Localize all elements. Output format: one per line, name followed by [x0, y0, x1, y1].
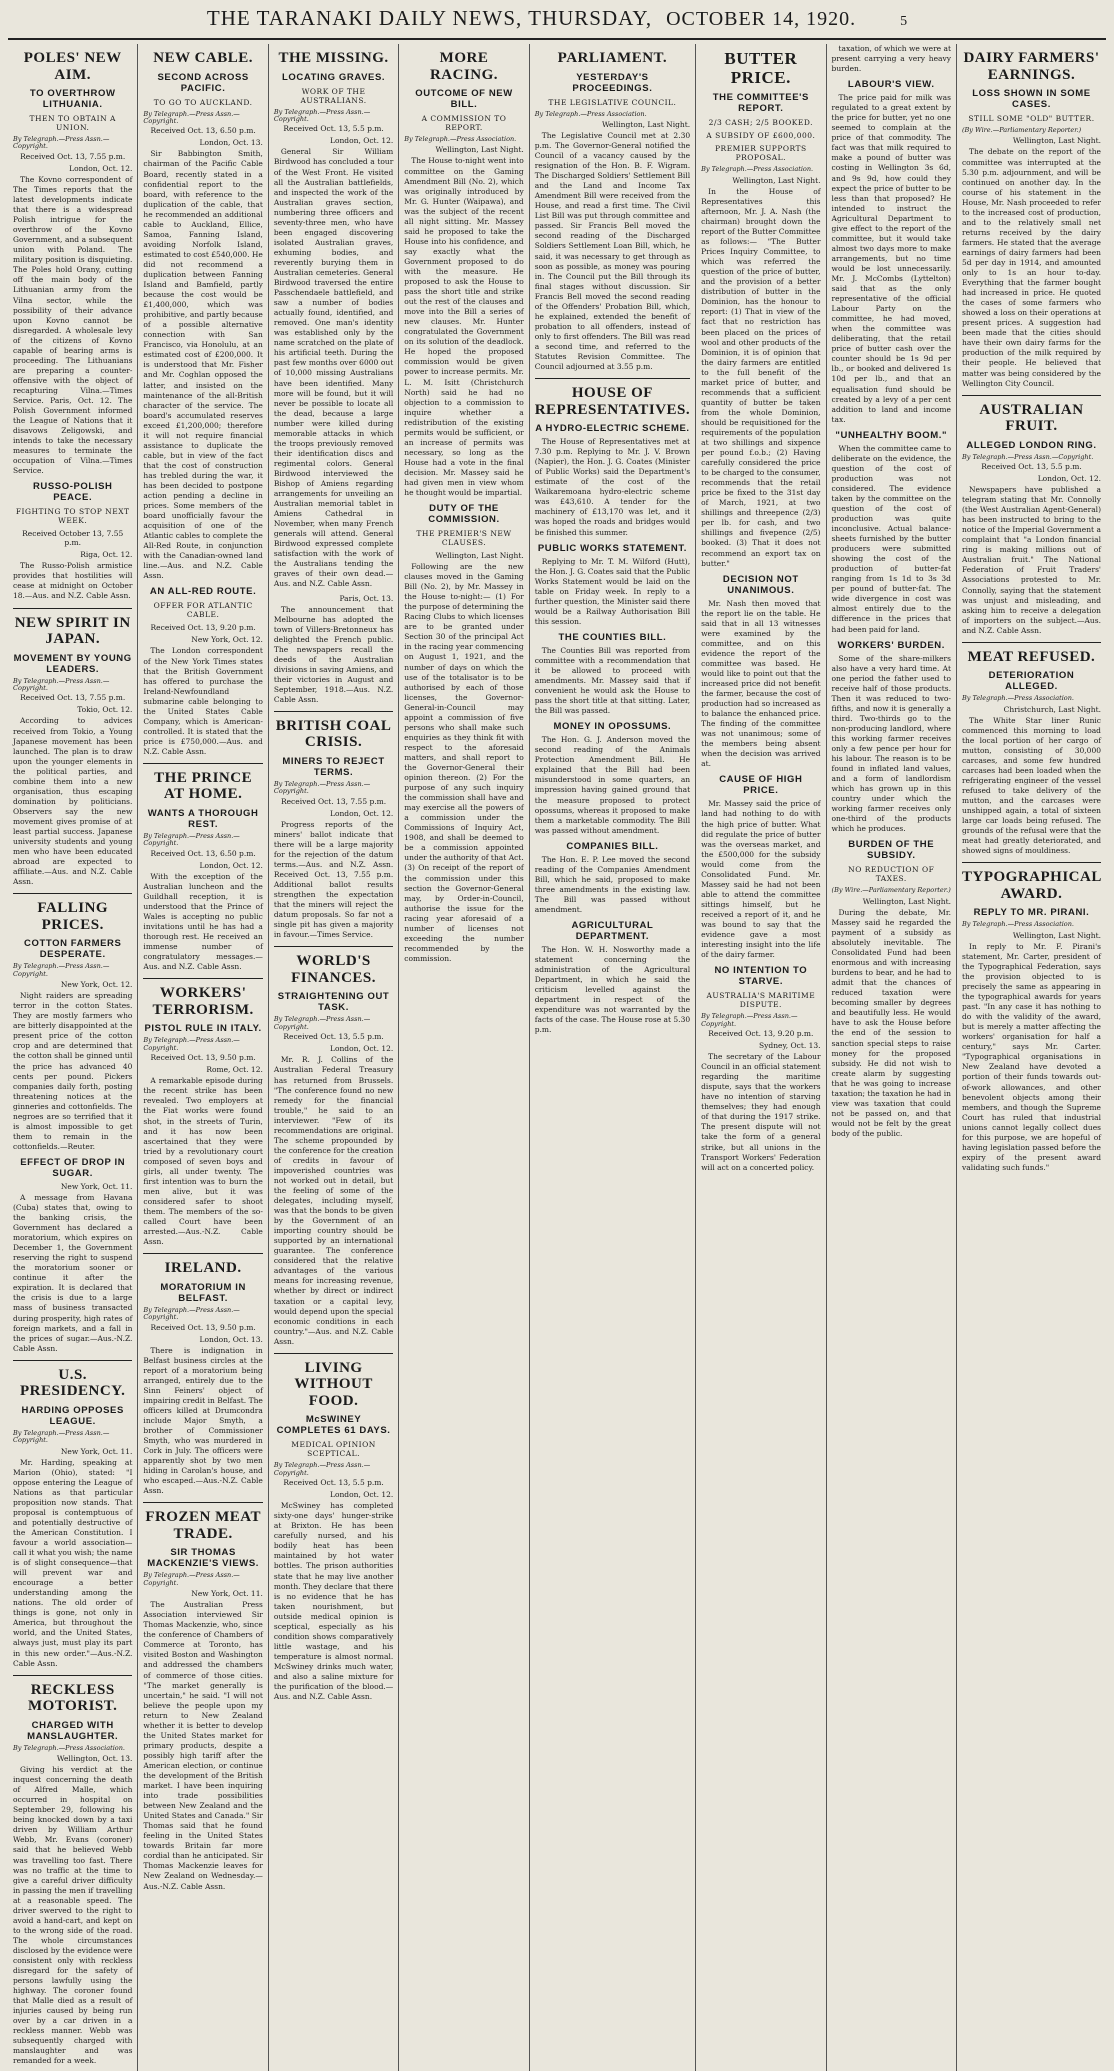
subheadline: TO OVERTHROW LITHUANIA. [29, 88, 116, 110]
article-divider [143, 763, 262, 764]
article-divider [143, 1502, 262, 1503]
wire-credit: By Telegraph.—Press Assn.—Copyright. [701, 1012, 798, 1028]
article-divider [962, 862, 1101, 863]
article-divider [143, 1253, 262, 1254]
deck: MEDICAL OPINION SCEPTICAL. [291, 1440, 376, 1459]
headline: MORE RACING. [429, 50, 499, 83]
subheadline: PUBLIC WORKS STATEMENT. [537, 542, 687, 554]
deck: A COMMISSION TO REPORT. [421, 114, 507, 132]
subheadline: WANTS A THOROUGH REST. [147, 807, 259, 830]
subheadline: ALLEGED LONDON RING. [966, 439, 1097, 451]
subheadline: MONEY IN OPOSSUMS. [553, 721, 672, 733]
headline: FALLING PRICES. [37, 900, 109, 933]
subheadline: "UNHEALTHY BOOM." [835, 429, 948, 441]
deck: WORK OF THE AUSTRALIANS. [300, 86, 367, 105]
headline: DAIRY FARMERS' EARNINGS. [963, 50, 1100, 83]
article-body: taxation, of which we were at present carrying a very heavy burden. [831, 44, 951, 74]
article-divider [274, 946, 393, 947]
headline: THE MISSING. [278, 50, 389, 66]
subheadline: DECISION NOT UNANIMOUS. [722, 573, 799, 596]
received-time: Received Oct. 13, 5.5 p.m. [283, 1032, 384, 1042]
headline: BUTTER PRICE. [724, 49, 798, 87]
subheadline: WORKERS' BURDEN. [837, 639, 945, 651]
received-time: Received Oct. 13, 7.55 p.m. [20, 151, 126, 161]
dateline: Riga, Oct. 12. [80, 550, 133, 560]
subheadline: AGRICULTURAL DEPARTMENT. [571, 919, 654, 942]
received-time: Received October 13, 7.55 p.m. [22, 529, 124, 548]
deck: AUSTRALIA'S MARITIME DISPUTE. [706, 991, 816, 1010]
deck: PREMIER SUPPORTS PROPOSAL. [715, 144, 807, 163]
page-number: 5 [900, 14, 908, 29]
dateline: London, Oct. 12. [1037, 474, 1101, 484]
article-divider [13, 1360, 132, 1361]
masthead-title: THE TARANAKI DAILY NEWS, THURSDAY, [206, 6, 653, 30]
article-body: In the House of Representatives this afternoon, Mr. J. A. Nash (the chairman) brought down the report of the Butter Committee as follows:— "The Butter Prices Inquiry Committee, to which was referred the question of the price of butter, and the provision of a better distribution of butter in the Dominion, has the honour to report: (1) That in view of the fact that no restriction has been placed on the prices of wool and other products of the Dominion, it is of opinion that the dairy farmers are entitled to the full benefit of the market price of butter, and recommends that a sufficient quantity of butter be taken from the whole Dominion, should be requisitioned for the requirements of the population at two shillings and sixpence per pound f.o.b.; (2) Having carefully considered the price to be charged to the consumer, recommends that the retail price be fixed to the 31st day of March, 1921, at two shillings and threepence (2/3) per lb. for cash, and two shillings and fivepence (2/5) booked. (3) That it does not recommend an export tax on butter." [701, 186, 821, 568]
subheadline: CHARGED WITH MANSLAUGHTER. [27, 1719, 119, 1742]
article-body: Mr. Nash then moved that the report lie on the table. He said that in all 13 witnesses were examined by the committee, and on this evidence the report of the committee was based. He would like to point out that the increased price did not benefit the farmer, because the cost of production had so increased as to balance the enhanced price. The finding of the committee was not unanimous; some of the members being absent when the decision was arrived at. [701, 598, 821, 769]
headline: IRELAND. [164, 1260, 242, 1277]
wire-credit: By Telegraph.—Press Assn.—Copyright. [13, 135, 110, 151]
subheadline: EFFECT OF DROP IN SUGAR. [20, 1156, 126, 1179]
subheadline: LOCATING GRAVES. [281, 71, 386, 83]
subheadline: LABOUR'S VIEW. [847, 79, 935, 91]
column-7 [827, 44, 957, 2071]
masthead [8, 6, 1106, 40]
article-body: Newspapers have published a telegram stating that Mr. Connolly (the West Australian Agent-General) has been instructed to bring to the notice of the Imperial Government a complaint that "a London financial ring is making millions out of Australian fruit." The National Federation of Fruit Traders' Associations protested to Mr. Connolly, saying that the statement was unjust and misleading, and asking him to receive a delegation of importers on the subject.—Aus. and N.Z. Cable Assn. [961, 485, 1101, 635]
article-divider [143, 978, 262, 979]
dateline: Tokio, Oct. 12. [77, 705, 133, 715]
headline: U.S. PRESIDENCY. [20, 1366, 126, 1400]
dateline: Wellington, Last Night. [435, 145, 524, 155]
received-time: Received Oct. 13, 9.20 p.m. [708, 1029, 814, 1039]
deck: 2/3 CASH; 2/5 BOOKED. [708, 118, 813, 128]
article-body: The debate on the report of the committee was interrupted at the 5.30 p.m. adjournment, and will be continued on another day. In the course of his statement in the House, Mr. Nash proceeded to refer to the increased cost of production, and to the relatively small net returns received by the dairy farmers. He stated that the average earnings of dairy farmers had been 5d per day in 1914, and amounted only to 1s an hour to-day. Everything that the farmer bought had increased in price. He quoted the cases of some farmers who showed a loss on their operations at present prices. A suggestion had been made that the cities should have their own dairy farms for the production of the milk required by their people. He believed that matter was being considered by the Wellington City Council. [961, 147, 1101, 388]
article-body: With the exception of the Australian luncheon and the Guildhall reception, it is understood that the Prince of Wales is accepting no public invitations until he has had a thorough rest. He received an immense number of congratulatory messages.—Aus. and N.Z. Cable Assn. [143, 871, 263, 972]
article-body: Giving his verdict at the inquest concerning the death of Alfred Malle, which occurred in hospital on September 29, following his being knocked down by a taxi driven by William Arthur Webb, Mr. Evans (coroner) said that he believed Webb was travelling too fast. There was no traffic at the time to give a careful driver difficulty in passing the men if travelling at a reasonable speed. The driver swerved to the right to avoid a hand-cart, and kept on to the wrong side of the road. The whole circumstances disclosed by the evidence were consistent only with reckless disregard for the safety of persons lawfully using the highway. The coroner found that Malle died as a result of injuries caused by being run over by a car driven in a reckless manner. Webb was subsequently charged with manslaughter and was remanded for a week. [13, 1765, 133, 2066]
received-time: Received Oct. 13, 7.55 p.m. [20, 693, 126, 703]
article-columns [8, 44, 1106, 2066]
wire-credit: By Telegraph.—Press Assn.—Copyright. [143, 1571, 240, 1587]
deck: OFFER FOR ATLANTIC CABLE. [153, 601, 253, 620]
dateline: Wellington, Oct. 13. [56, 1754, 133, 1764]
headline: WORLD'S FINANCES. [291, 953, 377, 986]
headline: NEW CABLE. [153, 50, 254, 66]
article-divider [535, 378, 690, 379]
column-6 [696, 44, 826, 2071]
headline: WORKERS' TERRORISM. [152, 985, 254, 1018]
subheadline: SIR THOMAS MACKENZIE'S VIEWS. [147, 1547, 260, 1570]
article-body: The Australian Press Association interviewed Sir Thomas Mackenzie, who, since the conference of Chambers of Commerce at Toronto, has visited Boston and Washington and addressed the chambers of commerce of those cities. "The market generally is uncertain," he said. "I will not believe the people upon my return to New Zealand whether it is better to develop the United States market for primary products, despite a possibly high tariff after the American election, or continue the development of the British market. I have been inquiring into trade possibilities between New Zealand and the United States and Canada." Sir Thomas said that he found feeling in the United States towards Britain far more cordial than he anticipated. Sir Thomas Mackenzie leaves for New Zealand on Wednesday.—Aus.-N.Z. Cable Assn. [143, 1600, 263, 1891]
article-body: Mr. R. J. Collins of the Australian Federal Treasury has returned from Brussels. "The conference found no new remedy for the financial trouble," he said to an interviewer. "Few of its recommendations are original. The scheme propounded by the conference for the creation of credits in favour of impoverished countries was not worked out in detail, but the feeling of some of the delegates, including myself, was that the bonds to be given by the Government of an importing country should be supported by an international guarantee. The conference considered that the relative advantages of the various means for increasing revenue, whether by direct or indirect taxation or a capital levy, would depend upon the special economic conditions in each country."—Aus. and N.Z. Cable Assn. [273, 1055, 394, 1346]
dateline: London, Oct. 12. [199, 860, 263, 870]
dateline: Paris, Oct. 13. [339, 593, 394, 603]
received-time: Received Oct. 13, 9.50 p.m. [150, 1053, 256, 1063]
article-body: The Hon. G. J. Anderson moved the second reading of the Animals Protection Amendment Bill. He explained that the Bill had been misunderstood in some quarters, an impression having gained ground that the measure proposed to protect opossums, whereas it proposed to make them a marketable commodity. The Bill was passed without amendment. [534, 735, 691, 835]
column-3 [269, 44, 399, 2071]
subheadline: REPLY TO MR. PIRANI. [973, 907, 1090, 919]
article-body: According to advices received from Tokio, a Young Japanese movement has been launched. The plan is to draw upon the younger elements in the political parties, and combine them into a new organisation, thus escaping domination by politicians. Observers say the new movement gives promise of at least partial success. Japanese university students and young men who have been educated abroad are expected to affiliate.—Aus. and N.Z. Cable Assn. [13, 716, 133, 887]
article-body: Replying to Mr. T. M. Wilford (Hutt), the Hon. J. G. Coates said that the Public Works Statement would be laid on the table on Friday week. In reply to a further question, the Minister said there would be a Railway Authorisation Bill this session. [534, 556, 691, 626]
deck: NO REDUCTION OF TAXES. [848, 865, 935, 884]
subheadline: MORATORIUM IN BELFAST. [160, 1281, 246, 1304]
received-time: Received Oct. 13, 5.5 p.m. [981, 462, 1082, 472]
wire-credit: By Telegraph.—Press Assn.—Copyright. [273, 107, 371, 123]
headline: FROZEN MEAT TRADE. [145, 1509, 261, 1542]
subheadline: COTTON FARMERS DESPERATE. [24, 938, 122, 961]
article-body: Progress reports of the miners' ballot indicate that there will be a large majority for the rejection of the datum terms.—Aus. and N.Z. Assn. Received Oct. 13, 7.55 p.m. Additional ballot results strengthen the expectation that the miners will reject the datum proposals. So far not a single pit has given a majority in favour.—Times Service. [273, 819, 394, 940]
dateline: London, Oct. 12. [329, 136, 394, 146]
wire-credit: By Telegraph.—Press Association. [961, 920, 1074, 929]
dateline: Christchurch, Last Night. [1003, 704, 1101, 714]
article-body: Some of the share-milkers also have a very hard time. At one period the father used to receive half of those products. Then it was reduced to two-fifths, and now it is generally a third. Two-thirds go to the non-producing landlord, where this working farmer receives only a few pence per hour for his labour. The reason is to be found in inflated land values, and a form of landlordism which has grown up in this country under which the working farmer receives only one-third of the products which he produces. [831, 653, 951, 834]
subheadline: THE COUNTIES BILL. [558, 631, 667, 643]
article-body: The House to-night went into committee on the Gaming Amendment Bill (No. 2), which was originally introduced by Mr. G. Hunter (Waipawa), and was the subject of the recent all night sitting. Mr. Massey said he proposed to take the House into his confidence, and say exactly what the Government proposed to do with the measure. He proposed to ask the House to pass the short title and strike out the rest of the clauses and move into the Bill a series of new clauses. Mr. Hunter congratulated the Government on its solution of the deadlock. He hoped the proposed commission would be given power to increase permits. Mr. L. M. Isitt (Christchurch North) said he had no objection to a commission to inquire whether a redistribution of the existing permits would be sufficient, or an increase of permits was necessary, so long as the House had a vote in the final decision. Mr. Massey said he had given men in view whom he thought would be impartial. [404, 156, 524, 498]
received-time: Received Oct. 13, 7.55 p.m. [280, 796, 387, 806]
article-divider [13, 1675, 132, 1676]
wire-credit: By Telegraph.—Press Association. [534, 109, 647, 118]
headline: HOUSE OF REPRESENTATIVES. [534, 385, 691, 418]
wire-credit: By Telegraph.—Press Association. [404, 135, 517, 143]
wire-credit: By Telegraph.—Press Assn.—Copyright. [13, 676, 110, 692]
dateline: New York, Oct. 11. [60, 1181, 133, 1191]
deck: STILL SOME "OLD" BUTTER. [968, 114, 1095, 123]
subheadline: CAUSE OF HIGH PRICE. [719, 774, 803, 797]
subheadline: MOVEMENT BY YOUNG LEADERS. [13, 652, 132, 675]
article-body: Mr. Harding, speaking at Marion (Ohio), stated: "I oppose entering the League of Nations as that particular proposition now stands. That proposal is contemptuous of and potentially destructive of the American Constitution. I favour a world association—call it what you wish; the name is of slight consequence—that will prevent war and encourage a better understanding among the nations. The old order of things is gone, not only in America, but throughout the world, and the United States, always just, must play its part in this new order."—Aus.-N.Z. Cable Assn. [13, 1457, 133, 1668]
article-body: A message from Havana (Cuba) states that, owing to the banking crisis, the Government has declared a moratorium, which expires on December 1, the Government reserving the right to suspend the moratorium sooner or continue it after the expiration. It is declared that the crisis is due to a large mass of business transacted during prosperity, high rates of foreign markets, and a fall in the prices of sugar.—Aus.-N.Z. Cable Assn. [13, 1192, 133, 1353]
headline: THE PRINCE AT HOME. [154, 769, 253, 803]
article-body: Sir Babbington Smith, chairman of the Pacific Cable Board, recently stated in a confidential report to the board, with reference to the duplication of the cable, that he recommended an additional cable to Auckland, Ellice, Samoa, Fanning Island, avoiding Norfolk Island, estimated to cost £540,000. He did not recommend a duplication between Fanning Island and Bamfield, partly because the cost would be £1,400,000, which was prohibitive, and partly because of a possible alternative connection with San Francisco, via Honolulu, at an estimated cost of £200,000. It is understood that Mr. Fisher and Mr. Coghlan opposed the latter, and insisted on the maintenance of the all-British character of the service. The board's accumulated reserves exceed £1,200,000; therefore it will not require financial assistance to duplicate the cable, but in view of the fact that the cost of construction has trebled during the war, it has been decided to postpone action pending a decline in prices. Some members of the board unofficially favour the acquisition of one of the Atlantic cables to complete the All-Red Route, in conjunction with the Canadian-owned land line.—Aus. and N.Z. Cable Assn. [143, 149, 263, 581]
wire-credit: By Telegraph.—Press Assn.—Copyright. [961, 452, 1094, 461]
headline: TYPOGRAPHICAL AWARD. [961, 869, 1102, 902]
article-divider [962, 642, 1101, 643]
article-body: McSwiney has completed sixty-one days' hunger-strike at Brixton. He has been carefully nursed, and his bodily heat has been maintained by hot water bottles. The prison authorities state that he may live another month. They declare that there is no evidence that he has taken nourishment, but outside medical opinion is sceptical, especially as his condition shows comparatively little wastage, and his temperature is almost normal. McSwiney drinks much water, and also a saline mixture for the purification of the blood.—Aus. and N.Z. Cable Assn. [273, 1501, 394, 1702]
wire-credit: By Telegraph.—Press Association. [961, 694, 1074, 703]
wire-credit: By Telegraph.—Press Assn.—Copyright. [13, 1428, 110, 1445]
dateline: Rome, Oct. 12. [206, 1065, 263, 1075]
article-body: The announcement that Melbourne has adopted the town of Villers-Bretonneux has delighted the French public. The newspapers recall the deeds of the Australian divisions in saving Amiens, and their victories in August and September, 1918.—Aus. N.Z. Cable Assn. [273, 604, 394, 704]
subheadline: RUSSO-POLISH PEACE. [32, 481, 113, 504]
subheadline: SECOND ACROSS PACIFIC. [157, 71, 249, 94]
wire-credit: By Telegraph.—Press Assn.—Copyright. [143, 1305, 240, 1322]
wire-credit: By Telegraph.—Press Assn.—Copyright. [13, 962, 110, 978]
article-body: The Legislative Council met at 2.30 p.m. The Governor-General notified the Council of a vacancy caused by the resignation of the Hon. B. F. Wigram. The Discharged Soldiers' Settlement Bill and the Land and Income Tax Amendment Bill were received from the House, and read a first time. The Civil List Bill was put through committee and passed. Sir Francis Bell moved the second reading of the Discharged Soldiers Settlement Loan Bill, which, he said, it was necessary to get through as soon as possible, as money was pouring in. The Council put the Bill through its final stages without discussion. Sir Francis Bell moved the second reading of the Offenders' Probation Bill, which, he explained, extended the benefit of probation to all offenders, instead of only to first offenders. The Bill was read a second time, and referred to the Statutes Revision Committee. The Council adjourned at 3.55 p.m. [534, 130, 691, 372]
dateline: Sydney, Oct. 13. [759, 1041, 821, 1051]
headline: LIVING WITHOUT FOOD. [294, 1359, 373, 1409]
article-body: The price paid for milk was regulated to a great extent by the price for butter, yet no one seemed to complain at the price of that commodity. The fact was that milk required to make a pound of butter was costing in Wellington 3s 6d, and 9s 9d, how could they expect the price of butter to be less than that proposed? He intended to instruct the Agricultural Department to give effect to the report of the committee, but it would take almost two days more to make arrangements, but no time would be lost unnecessarily. Mr. J. McCombs (Lyttelton) said that as the only representative of the official Labour Party on the committee, he had moved, when the committee was deliberating, that the retail price of butter cash over the counter should be 1s 9d per lb., or booked and delivered 1s 10d per lb., and that an equalisation fund should be created by a levy of a per cent addition to land and income tax. [831, 93, 951, 424]
headline: NEW SPIRIT IN JAPAN. [14, 614, 131, 648]
subheadline: AN ALL-RED ROUTE. [149, 586, 257, 598]
article-body: During the debate, Mr. Massey said he regarded the payment of a subsidy as absolutely inevitable. The Consolidated Fund had been enormous and with increasing burdens to bear, and he had to admit that the chances of reduced taxation were becoming smaller by degrees and beautifully less. He would have to ask the House before the end of the session to sanction special steps to raise money for the proposed subsidy. He did not wish to create alarm by suggesting that he was going to increase taxation; the taxation he had in view was taxation that could not be passed on, and that would not be felt by the great body of the public. [831, 907, 951, 1138]
received-time: Received Oct. 13, 6.50 p.m. [150, 126, 256, 136]
article-body: Mr. Massey said the price of land had nothing to do with the high price of butter. What did regulate the price of butter was the overseas market, and the £500,000 for the subsidy would come from the Consolidated Fund. Mr. Massey said he had not been able to attend the committee sittings himself, but he received a report of it, and he was bound to say that the evidence gave a most interesting insight into the life of the dairy farmer. [701, 799, 821, 960]
dateline: New York, Oct. 11. [191, 1589, 263, 1599]
article-body: The Counties Bill was reported from committee with a recommendation that it be allowed to proceed with amendments. Mr. Massey said that if convenient he would ask the House to pass the short title at that sitting. Later, the Bill was passed. [534, 645, 691, 716]
subheadline: NO INTENTION TO STARVE. [714, 965, 808, 988]
received-time: Received Oct. 13, 6.50 p.m. [150, 848, 256, 858]
subheadline: STRAIGHTENING OUT TASK. [277, 991, 390, 1014]
wire-credit: By Telegraph.—Press Association. [701, 165, 814, 174]
subheadline: PISTOL RULE IN ITALY. [144, 1023, 262, 1035]
masthead-date: OCTOBER 14, 1920. [666, 8, 857, 30]
article-body: There is indignation in Belfast business circles at the report of a moratorium being arranged, entirely due to the Sinn Feiners' object of impairing credit in Belfast. The officers killed at Drumcondra include Major Smyth, a brother of Commissioner Smyth, who was murdered in Cork in July. The officers were apparently shot by two men hiding in Carolan's house, and who escaped.—Aus.-N.Z. Cable Assn. [143, 1345, 263, 1496]
subheadline: HARDING OPPOSES LEAGUE. [21, 1404, 124, 1427]
dateline: Wellington, Last Night. [732, 175, 821, 185]
article-body: The Hon. W. H. Nosworthy made a statement concerning the administration of the Agricultural Department, in which he said the criticism levelled against the department in respect of the expenditure was not warranted by the facts of the case. The House rose at 5.30 p.m. [534, 944, 691, 1035]
wire-credit: By Telegraph.—Press Assn.—Copyright. [273, 779, 371, 796]
column-2 [138, 44, 268, 2071]
subheadline: THE COMMITTEE'S REPORT. [712, 92, 809, 115]
wire-credit: By Telegraph.—Press Assn.—Copyright. [143, 1036, 240, 1052]
headline: PARLIAMENT. [557, 50, 668, 66]
article-divider [962, 395, 1101, 396]
subheadline: McSWINEY COMPLETES 61 DAYS. [276, 1414, 391, 1437]
dateline: Wellington, Last Night. [1012, 136, 1101, 146]
dateline: London, Oct. 13. [199, 1334, 263, 1344]
article-divider [13, 893, 132, 894]
wire-credit: By Telegraph.—Press Association. [13, 1743, 125, 1752]
wire-credit: By Telegraph.—Press Assn.—Copyright. [273, 1015, 371, 1031]
headline: AUSTRALIAN FRUIT. [979, 401, 1084, 435]
deck: FIGHTING TO STOP NEXT WEEK. [15, 507, 130, 526]
dateline: Wellington, Last Night. [1012, 930, 1101, 940]
article-body: The Russo-Polish armistice provides that hostilities will cease at midnight on October 18.—Aus. and N.Z. Cable Assn. [13, 561, 133, 601]
article-divider [274, 711, 393, 712]
subheadline: DUTY OF THE COMMISSION. [428, 503, 500, 526]
article-body: The Kovno correspondent of The Times reports that the latest developments indicate that there is a widespread Polish intrigue for the overthrow of the Kovno Government, and a subsequent union with Poland. The military position is disquieting. The Poles hold Orany, cutting off the main body of the Lithuanian army from the Vilna sector, while the possibility of their advance upon Kovno cannot be disregarded. A wholesale levy of the citizens of Kovno capable of bearing arms is proceeding. The Lithuanians are preparing a counter-offensive with the object of recapturing Vilna.—Times Service. Paris, Oct. 12. The Polish Government informed the League of Nations that it disavows Zeligowski, and intends to take the necessary measures to terminate the occupation of Vilna.—Times Service. [13, 174, 133, 476]
subheadline: YESTERDAY'S PROCEEDINGS. [572, 71, 653, 94]
article-body: The White Star liner Runic commenced this morning to load the local portion of her cargo of mutton, consisting of 30,000 carcases, and some few hundred carcases had been loaded when the refrigerating engineer of the vessel refused to take delivery of the mutton, and the carcases were unshipped again, a total of sixteen large car loads being refused. The grounds of the refusal were that the meat had greatly deteriorated, and showed signs of mouldiness. [961, 715, 1101, 856]
received-time: Received Oct. 13, 9.20 p.m. [150, 623, 256, 633]
article-body: In reply to Mr. F. Pirani's statement, Mr. Carter, president of the Typographical Federation, says the provision objected to is precisely the same as appearing in the typographical awards for years past. "In any case it has nothing to do with the validity of the award, but is merely a matter affecting the workers' organisation for half a century," says Mr. Carter. "Typographical organisations in New Zealand have devoted a portion of their funds towards out-of-work allowances, and other benevolent objects among their members, and though the Supreme Court has ruled that industrial unions cannot legally collect dues for this purpose, we are hopeful of having legislation passed before the expiry of the present award validating such funds." [961, 941, 1101, 1172]
received-time: Received Oct. 13, 5.5 p.m. [283, 124, 384, 134]
article-body: Night raiders are spreading terror in the cotton States. They are mostly farmers who are bitterly disappointed at the present price of the cotton crop and are determined that the cotton shall be ginned until the price has advanced 40 cents per pound. Pickers companies daily forth, posting threatening notices at the ginneries and cottonfields. The negroes are so terrified that it is almost impossible to get them to remain in the cottonfields.—Reuter. [13, 991, 133, 1151]
subheadline: OUTCOME OF NEW BILL. [415, 88, 513, 110]
subheadline: COMPANIES BILL. [566, 840, 659, 852]
headline: RECKLESS MOTORIST. [28, 1681, 118, 1715]
dateline: Wellington, Last Night. [435, 551, 524, 561]
subheadline: A HYDRO-ELECTRIC SCHEME. [535, 423, 690, 435]
dateline: London, Oct. 12. [329, 1490, 394, 1500]
article-body: Following are the new clauses moved in the Gaming Bill (No. 2), by Mr. Massey in the House to-night:— (1) For the purpose of determining the Racing Clubs to which licenses are to be granted under Section 30 of the principal Act in the racing year commencing on August 1, 1921, and the number of days on which the use of the totalisator is to be authorised by each of those licenses, the Governor-General-in-Council may appoint a commission of five persons who shall make such enquiries as they think fit with respect to the aforesaid matters, and shall report to the Governor-General their opinion thereon. (2) For the purpose of any such inquiry the commission shall have and may exercise all the powers of a commission under the Commissions of Inquiry Act, 1908, and shall be deemed to be a commission appointed under the authority of that Act. (3) On receipt of the report of the commission under this section the Governor-General may, by Order-in-Council, authorise the issue for the racing year aforesaid of a number of licenses not exceeding the number recommended by the commission. [404, 562, 524, 963]
article-body: When the committee came to deliberate on the evidence, the question of the cost of production was not considered. The evidence taken by the committee on the question of the cost of production was quite inconclusive. Actual balance-sheets furnished by the butter producers were submitted showing the cost of the production of butter-fat ranging from 1s 1d to 3s 3d per pound of butter-fat. The wide divergence in cost was almost entirely due to the difference in the prices that had been paid for land. [831, 443, 951, 634]
article-body: The Hon. E. P. Lee moved the second reading of the Companies Amendment Bill, which he said, proposed to make three amendments in the existing law. The Bill was passed without amendment. [534, 854, 691, 914]
dateline: New York, Oct. 12. [60, 980, 133, 990]
subheadline: BURDEN OF THE SUBSIDY. [848, 839, 935, 862]
column-8 [957, 44, 1106, 2071]
article-body: The secretary of the Labour Council in an official statement regarding the maritime dispute, says that the workers have no intention of starving themselves; they had enough of that during the 1917 strike. The present dispute will not take the form of a general strike, but all unions in the Transport Workers' Federation will act on a concerted policy. [701, 1052, 821, 1172]
wire-credit: By Telegraph.—Press Assn.—Copyright. [273, 1461, 371, 1477]
article-body: General Sir William Birdwood has concluded a tour of the West Front. He visited all the Australian battlefields, and inspected the work of the Australian graves section, numbering three officers and seventy-three men, who have been engaged discovering isolated Australian graves, exhuming bodies, and reverently burying them in Australian cemeteries. General Birdwood traversed the entire Passchendaele battlefield, and saw a number of bodies actually found, identified, and removed. One man's identity was established only by the name scratched on the plate of his artificial teeth. During the past few months over 6000 out of 10,000 missing Australians have been identified. Many more will be found, but it will never be possible to locate all the dead, because a large number were killed during memorable attacks in which the troops previously removed their identification discs and regimental colors. General Birdwood interviewed the Bishop of Amiens regarding arrangements for unveiling an Australian memorial tablet in Amiens Cathedral in November, when many French generals will attend. General Birdwood expressed complete satisfaction with the work of the Australians tending the graves of their own dead.—Aus. and N.Z. Cable Assn. [273, 147, 394, 589]
headline: BRITISH COAL CRISIS. [275, 717, 392, 751]
wire-credit: By Telegraph.—Press Assn.—Copyright. [143, 831, 240, 848]
wire-credit: (By Wire.—Parliamentary Reporter.) [831, 886, 951, 895]
article-body: The London correspondent of the New York Times states that the British Government has offered to purchase the Ireland-Newfoundland submarine cable belonging to the United States Cable Company, which is American-controlled. It is stated that the price is £750,000.—Aus. and N.Z. Cable Assn. [143, 646, 263, 756]
wire-credit: (By Wire.—Parliamentary Reporter.) [961, 126, 1082, 134]
article-body: The House of Representatives met at 7.30 p.m. Replying to Mr. J. V. Brown (Napier), the Hon. J. G. Coates (Minister of Public Works) said the Department's estimate of the cost of the Waikaremoana hydro-electric scheme was £43,610. A tender for the machinery of £13,170 was let, and it was hoped the roads and bridges would be finished this summer. [534, 437, 691, 537]
column-4 [399, 44, 529, 2071]
wire-credit: By Telegraph.—Press Assn.—Copyright. [143, 109, 240, 125]
article-body: A remarkable episode during the recent strike has been revealed. Two employers at the Fiat works were found shot, in the streets of Turin, and it has now been ascertained that they were tried by a revolutionary court composed of seven boys and girls, all under twenty. The first intention was to burn the men alive, but it was considered safer to shoot them. The members of the so-called Court have been arrested.—Aus.-N.Z. Cable Assn. [143, 1076, 263, 1247]
article-divider [13, 608, 132, 609]
subheadline: MINERS TO REJECT TERMS. [282, 755, 385, 778]
deck: THE PREMIER'S NEW CLAUSES. [416, 529, 512, 548]
column-5 [530, 44, 696, 2071]
headline: MEAT REFUSED. [967, 648, 1096, 665]
received-time: Received Oct. 13, 9.50 p.m. [150, 1322, 256, 1332]
article-divider [274, 1353, 393, 1354]
dateline: Wellington, Last Night. [601, 119, 691, 129]
dateline: London, Oct. 12. [69, 163, 133, 173]
dateline: New York, Oct. 11. [60, 1446, 133, 1456]
deck: THE LEGISLATIVE COUNCIL. [548, 97, 677, 107]
deck: A SUBSIDY OF £600,000. [706, 131, 816, 141]
dateline: London, Oct. 12. [329, 808, 394, 818]
subheadline: DETERIORATION ALLEGED. [988, 670, 1075, 693]
subheadline: LOSS SHOWN IN SOME CASES. [972, 88, 1091, 110]
dateline: Wellington, Last Night. [862, 896, 951, 906]
dateline: New York, Oct. 12. [191, 635, 263, 645]
deck: TO GO TO AUCKLAND. [153, 97, 253, 107]
headline: POLES' NEW AIM. [23, 50, 122, 83]
received-time: Received Oct. 13, 5.5 p.m. [283, 1478, 384, 1488]
dateline: London, Oct. 12. [329, 1044, 394, 1054]
deck: THEN TO OBTAIN A UNION. [29, 114, 116, 132]
dateline: London, Oct. 13. [199, 138, 263, 148]
column-1 [8, 44, 138, 2071]
